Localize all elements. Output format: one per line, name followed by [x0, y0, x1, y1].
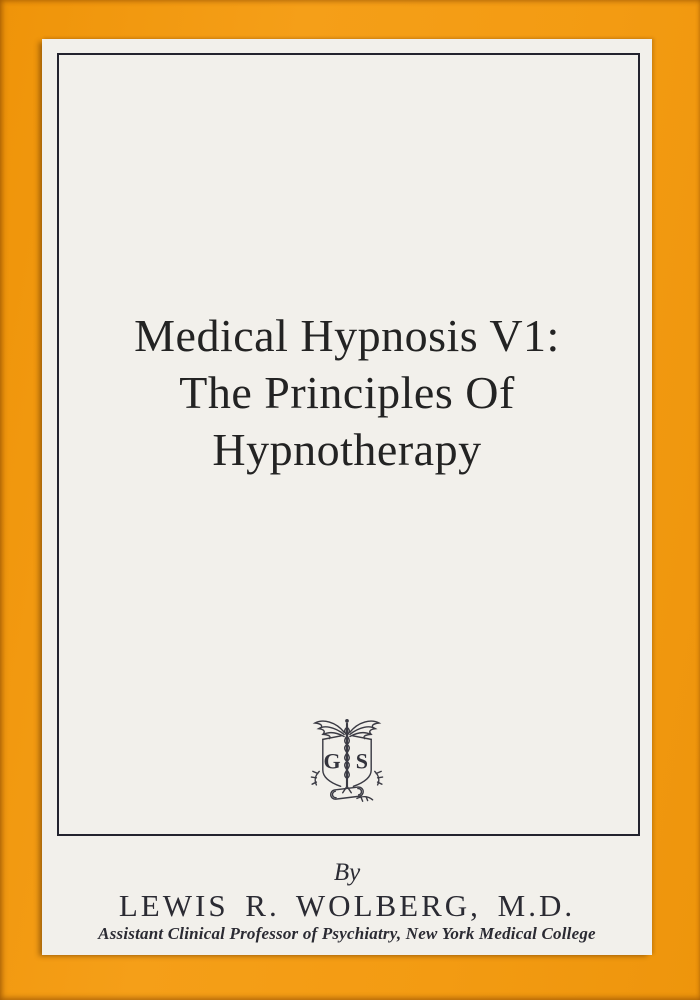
author-affiliation: Assistant Clinical Professor of Psychiatry, New York Medical College: [98, 924, 596, 943]
book-title: [42, 307, 652, 478]
publisher-emblem: [310, 713, 384, 807]
author-name: LEWIS R. WOLBERG, M.D.: [118, 888, 576, 923]
byline-label: By: [333, 859, 361, 886]
cover-panel: [42, 39, 652, 955]
caduceus-shield-icon: [310, 713, 384, 807]
title-line-2: The Principles Of: [179, 367, 515, 418]
monogram-right-letter: S: [355, 748, 369, 774]
monogram-left-letter: G: [323, 748, 341, 774]
title-line-1: Medical Hypnosis V1:: [134, 310, 560, 361]
title-line-3: Hypnotherapy: [212, 424, 482, 475]
